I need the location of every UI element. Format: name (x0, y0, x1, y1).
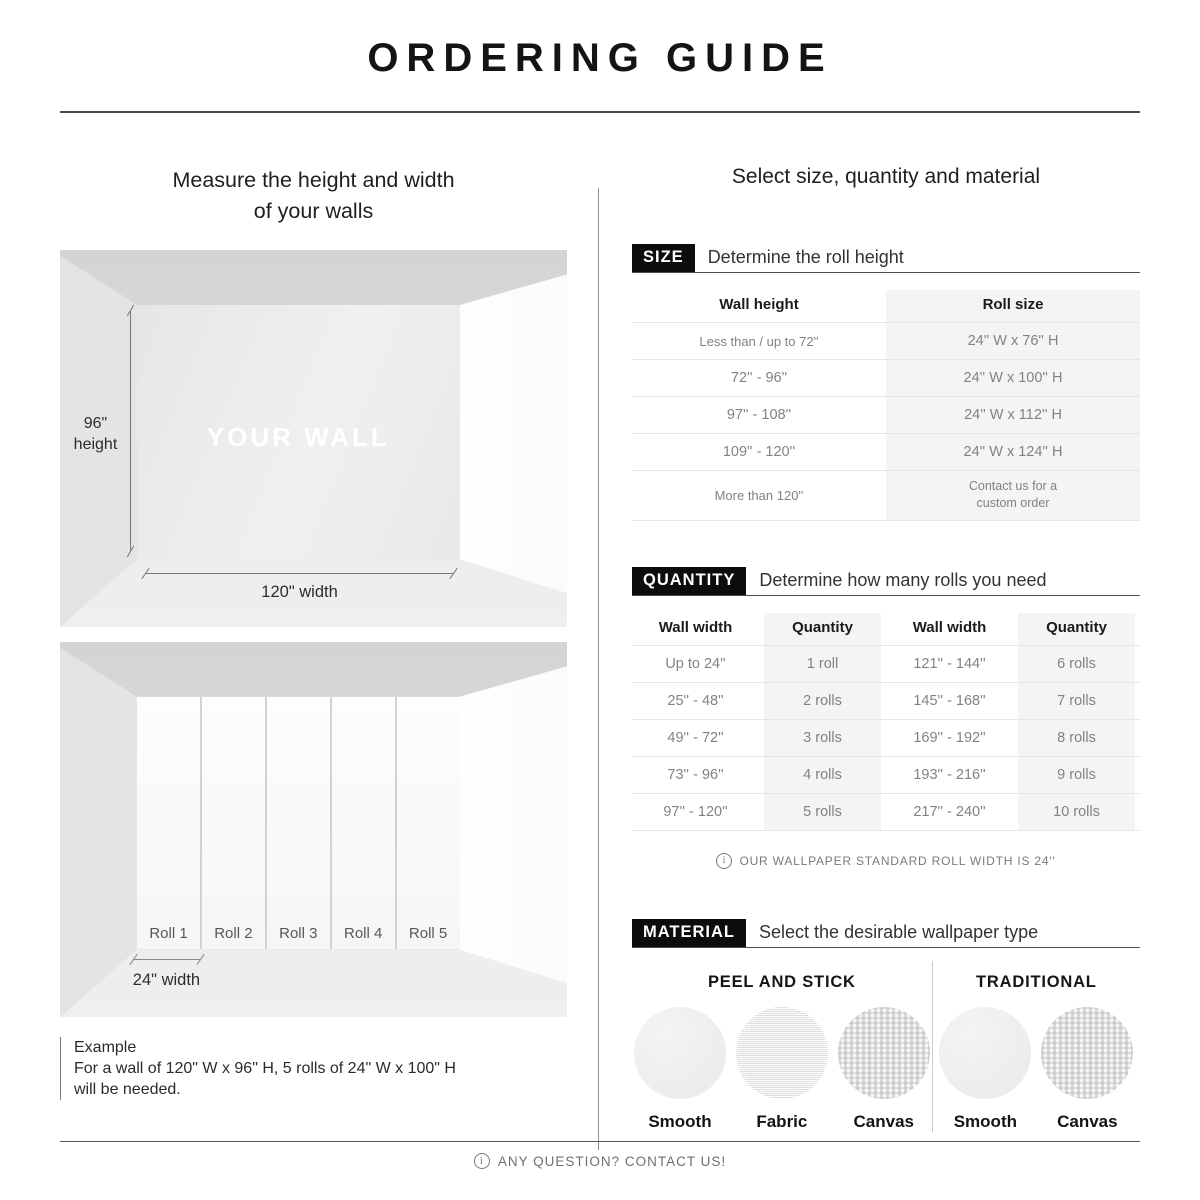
table-cell: Less than / up to 72'' (632, 323, 886, 360)
material-subtitle: Select the desirable wallpaper type (759, 921, 1039, 942)
material-groups (632, 961, 1140, 1132)
table-cell: More than 120'' (632, 471, 886, 521)
fabric-texture-icon (736, 1007, 828, 1099)
roll-label: Roll 3 (279, 925, 318, 943)
table-cell: 97'' - 120'' (632, 793, 759, 830)
swatch-row (933, 1007, 1140, 1132)
measure-heading-line2: of your walls (253, 198, 374, 223)
content-columns (60, 113, 1140, 1132)
table-header-row (632, 290, 1140, 323)
table-cell: 169'' - 192'' (886, 719, 1013, 756)
size-section (632, 244, 1140, 521)
table-cell: 109'' - 120'' (632, 434, 886, 471)
material-group-peel-and-stick (632, 961, 932, 1132)
table-row (632, 793, 1140, 830)
roll-width-note (632, 853, 1140, 869)
material-group-title: PEEL AND STICK (707, 972, 856, 991)
smooth-texture-icon (939, 1007, 1031, 1099)
table-cell: 145'' - 168'' (886, 682, 1013, 719)
select-heading: Select size, quantity and material (731, 165, 1041, 188)
smooth-texture-icon (634, 1007, 726, 1099)
table-row (632, 397, 1140, 434)
size-subtitle: Determine the roll height (707, 247, 904, 267)
roll-label: Roll 4 (344, 925, 383, 943)
select-column (632, 113, 1140, 1132)
footer-divider (60, 1141, 1140, 1142)
swatch-label: Canvas (1057, 1111, 1118, 1131)
table-row (632, 682, 1140, 719)
roll-label: Roll 2 (214, 925, 253, 943)
width-dimension-line (146, 573, 453, 574)
table-cell: 24'' W x 76'' H (886, 323, 1140, 360)
info-icon (474, 1153, 490, 1169)
swatch-smooth (632, 1007, 728, 1132)
table-row (632, 756, 1140, 793)
material-group-traditional (932, 961, 1140, 1132)
table-cell: 49'' - 72'' (632, 719, 759, 756)
table-row (632, 471, 1140, 521)
roll-panel (267, 697, 330, 949)
room-illustration-rolls (60, 642, 567, 1017)
table-cell: 24'' W x 124'' H (886, 434, 1140, 471)
quantity-subtitle: Determine how many rolls you need (759, 569, 1047, 590)
table-cell: 10 rolls (1013, 793, 1140, 830)
roll-panel (202, 697, 265, 949)
contact-note-text: ANY QUESTION? CONTACT US! (497, 1153, 727, 1169)
column-header: Roll size (886, 290, 1140, 323)
height-word: height (73, 436, 118, 454)
roll-width-label: 24" width (132, 971, 201, 990)
table-cell: 193'' - 216'' (886, 756, 1013, 793)
info-icon (716, 853, 732, 869)
swatch-canvas (1039, 1007, 1135, 1132)
swatch-fabric (734, 1007, 830, 1132)
column-header: Wall width (886, 613, 1013, 646)
table-row (632, 645, 1140, 682)
size-badge: SIZE (632, 244, 695, 272)
table-cell: 217'' - 240'' (886, 793, 1013, 830)
roll-panel (137, 697, 200, 949)
wallpaper-panels (137, 697, 459, 949)
roll-panel (397, 697, 460, 949)
measure-column (60, 113, 567, 1100)
height-dimension-line (130, 311, 131, 551)
table-header-row (632, 613, 1140, 646)
example-title: Example (74, 1039, 137, 1057)
quantity-section-header (632, 567, 1140, 596)
table-cell: 24'' W x 112'' H (886, 397, 1140, 434)
table-cell: 24'' W x 100'' H (886, 360, 1140, 397)
table-cell: 4 rolls (759, 756, 886, 793)
table-cell: 25'' - 48'' (632, 682, 759, 719)
column-header: Wall height (632, 290, 886, 323)
example-line2: will be needed. (74, 1081, 181, 1099)
table-cell: 7 rolls (1013, 682, 1140, 719)
table-row (632, 323, 1140, 360)
swatch-label: Smooth (648, 1111, 712, 1131)
room-illustration-your-wall (60, 250, 567, 627)
roll-width-dimension-line (134, 959, 200, 960)
swatch-canvas (836, 1007, 932, 1132)
material-group-title: TRADITIONAL (976, 972, 1097, 991)
custom-order-text: Contact us for a custom order (968, 479, 1058, 510)
example-note (60, 1037, 567, 1100)
table-cell: Up to 24'' (632, 645, 759, 682)
column-header: Quantity (1013, 613, 1140, 646)
material-section (632, 919, 1140, 1132)
roll-label: Roll 5 (408, 925, 448, 943)
canvas-texture-icon (838, 1007, 930, 1099)
width-dimension-label: 120" width (261, 583, 338, 602)
table-row (632, 434, 1140, 471)
table-cell: 72'' - 96'' (632, 360, 886, 397)
table-cell: 1 roll (759, 645, 886, 682)
table-cell: 97'' - 108'' (632, 397, 886, 434)
column-header: Wall width (632, 613, 759, 646)
swatch-label: Canvas (853, 1111, 914, 1131)
material-badge: MATERIAL (632, 919, 746, 947)
swatch-label: Smooth (953, 1111, 1017, 1131)
table-cell: 3 rolls (759, 719, 886, 756)
size-table (632, 290, 1140, 521)
table-cell: 9 rolls (1013, 756, 1140, 793)
swatch-smooth (937, 1007, 1033, 1132)
measure-heading-line1: Measure the height and width (172, 168, 455, 192)
table-row (632, 719, 1140, 756)
table-row (632, 360, 1140, 397)
example-line1: For a wall of 120" W x 96" H, 5 rolls of 24" W x 100" H (74, 1060, 456, 1078)
your-wall-label: YOUR WALL (206, 421, 390, 452)
swatch-label: Fabric (756, 1111, 808, 1131)
page-title: ORDERING GUIDE (367, 36, 833, 80)
table-cell: 5 rolls (759, 793, 886, 830)
size-section-header (632, 244, 1140, 273)
quantity-badge: QUANTITY (632, 567, 746, 595)
table-cell: 6 rolls (1013, 645, 1140, 682)
table-cell (886, 471, 1140, 521)
column-divider (598, 188, 599, 1150)
quantity-section (632, 567, 1140, 869)
table-cell: 121'' - 144'' (886, 645, 1013, 682)
table-cell: 2 rolls (759, 682, 886, 719)
table-cell: 8 rolls (1013, 719, 1140, 756)
column-header: Quantity (759, 613, 886, 646)
height-dimension-label (65, 413, 126, 456)
contact-note (0, 1153, 1200, 1169)
swatch-row (632, 1007, 932, 1132)
material-section-header (632, 919, 1140, 948)
height-value: 96" (83, 414, 108, 432)
table-cell: 73'' - 96'' (632, 756, 759, 793)
measure-heading (60, 165, 567, 226)
canvas-texture-icon (1041, 1007, 1133, 1099)
quantity-table (632, 613, 1140, 831)
roll-width-note-text: OUR WALLPAPER STANDARD ROLL WIDTH IS 24'' (739, 853, 1056, 868)
roll-panel (332, 697, 395, 949)
roll-label: Roll 1 (149, 925, 188, 943)
